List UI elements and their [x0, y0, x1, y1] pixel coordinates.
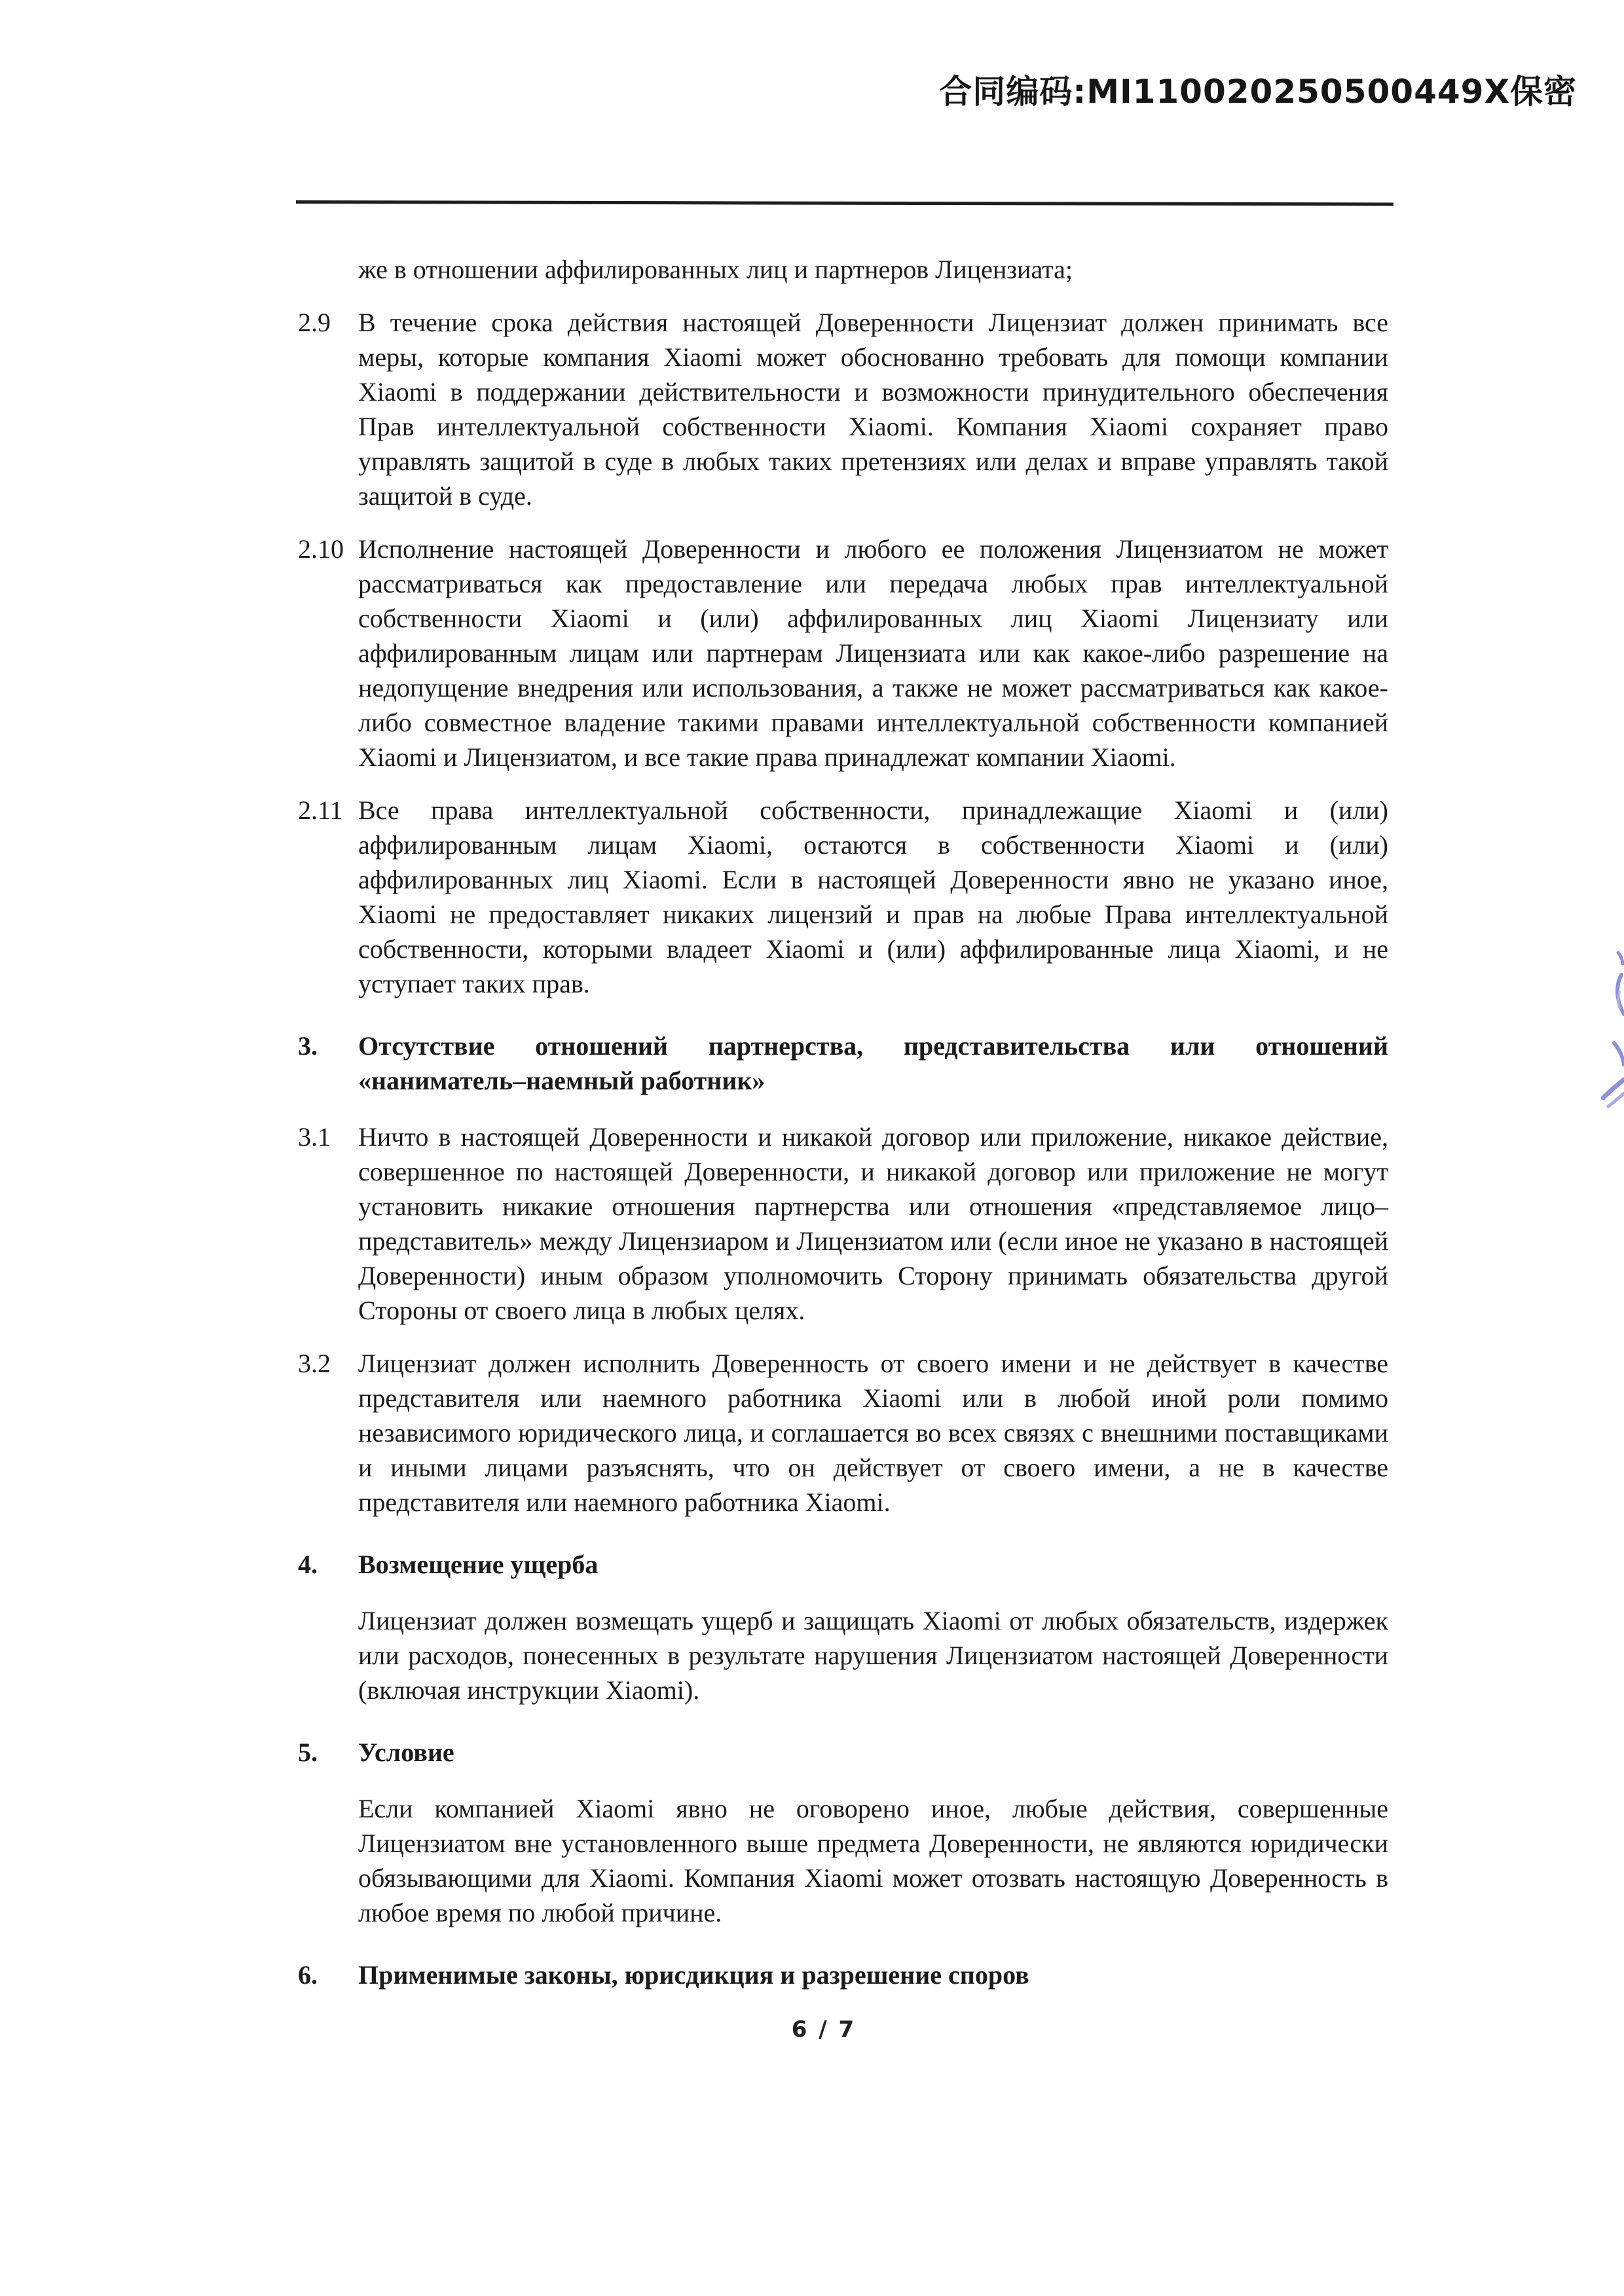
clause-3-2 — [298, 1346, 1388, 1520]
clause-indemnity — [298, 1603, 1388, 1707]
section-4-heading — [298, 1547, 1388, 1582]
clause-2-10 — [298, 532, 1388, 774]
section-number: 4. — [298, 1550, 318, 1579]
clause-3-1 — [298, 1120, 1388, 1328]
clause-text: Лицензиат должен исполнить Доверенность от своего имени и не действует в качестве представителя или наемного работника Xiaomi или в любой иной роли помимо независимого юридического лица, и соглашается во всех связях с внешними поставщиками и иными лицами разъяснять, что он действует от своего имени, а не в качестве представителя или наемного работника Xiaomi. — [358, 1349, 1388, 1517]
page-number: 6 / 7 — [791, 2016, 857, 2043]
clause-text: же в отношении аффилированных лиц и партнеров Лицензиата; — [358, 255, 1073, 284]
section-title: Отсутствие отношений партнерства, представительства или отношений «наниматель–наемный работник» — [358, 1031, 1388, 1095]
contract-body — [298, 252, 1388, 1992]
section-6-heading — [298, 1958, 1388, 1992]
clause-text: Лицензиат должен возмещать ущерб и защищать Xiaomi от любых обязательств, издержек или расходов, понесенных в результате нарушения Лицензиатом настоящей Доверенности (включая инструкции Xiaomi). — [358, 1606, 1388, 1705]
clause-number: 3.2 — [298, 1349, 331, 1378]
clause-text: Все права интеллектуальной собственности, принадлежащие Xiaomi и (или) аффилированным лицам Xiaomi, остаются в собственности Xiaomi и (или) аффилированных лиц Xiaomi. Если в настоящей Доверенности явно не указано иное, Xiaomi не предоставляет никаких лицензий и прав на любые Права интеллектуальной собственности, которыми владеет Xiaomi и (или) аффилированные лица Xiaomi, и не уступает таких прав. — [358, 795, 1388, 998]
header-divider-line — [296, 200, 1393, 206]
section-title: Возмещение ущерба — [358, 1550, 599, 1579]
clause-number: 2.11 — [298, 795, 343, 825]
section-3-heading — [298, 1029, 1388, 1098]
section-title: Условие — [358, 1738, 454, 1767]
clause-number: 2.9 — [298, 308, 331, 337]
section-number: 5. — [298, 1738, 318, 1767]
clause-number: 2.10 — [298, 534, 344, 564]
section-5-heading — [298, 1735, 1388, 1770]
clause-2-11 — [298, 793, 1388, 1001]
clause-text: Исполнение настоящей Доверенности и любого ее положения Лицензиатом не может рассматриваться как предоставление или передача любых прав интеллектуальной собственности Xiaomi и (или) аффилированных лиц Xiaomi Лицензиату или аффилированным лицам или партнерам Лицензиата или как какое-либо разрешение на недопущение внедрения или использования, а также не может рассматриваться как какое-либо совместное владение такими правами интеллектуальной собственности компанией Xiaomi и Лицензиатом, и все такие права принадлежат компании Xiaomi. — [358, 534, 1388, 772]
clause-text: В течение срока действия настоящей Доверенности Лицензиат должен принимать все меры, которые компания Xiaomi может обоснованно требовать для помощи компании Xiaomi в поддержании действительности и возможности принудительного обеспечения Прав интеллектуальной собственности Xiaomi. Компания Xiaomi сохраняет право управлять защитой в суде в любых таких претензиях или делах и вправе управлять такой защитой в суде. — [358, 308, 1388, 511]
section-title: Применимые законы, юрисдикция и разрешение споров — [358, 1960, 1029, 1990]
contract-code-header: 合同编码:MI110020250500449X保密 — [939, 73, 1577, 111]
clause-text: Ничто в настоящей Доверенности и никакой договор или приложение, никакое действие, совершенное по настоящей Доверенности, и никакой договор или приложение не могут установить никакие отношения партнерства или отношения «представляемое лицо–представитель» между Лицензиаром и Лицензиатом или (если иное не указано в настоящей Доверенности) иным образом уполномочить Сторону принимать обязательства другой Стороны от своего лица в любых целях. — [358, 1122, 1388, 1325]
clause-text: Если компанией Xiaomi явно не оговорено иное, любые действия, совершенные Лицензиатом вне установленного выше предмета Доверенности, не являются юридически обязывающими для Xiaomi. Компания Xiaomi может отозвать настоящую Доверенность в любое время по любой причине. — [358, 1794, 1388, 1927]
section-number: 6. — [298, 1960, 318, 1990]
blue-pen-marks — [1598, 946, 1624, 1113]
clause-continuation — [298, 252, 1388, 287]
clause-2-9 — [298, 305, 1388, 513]
clause-condition — [298, 1791, 1388, 1930]
section-number: 3. — [298, 1031, 318, 1061]
clause-number: 3.1 — [298, 1122, 331, 1152]
